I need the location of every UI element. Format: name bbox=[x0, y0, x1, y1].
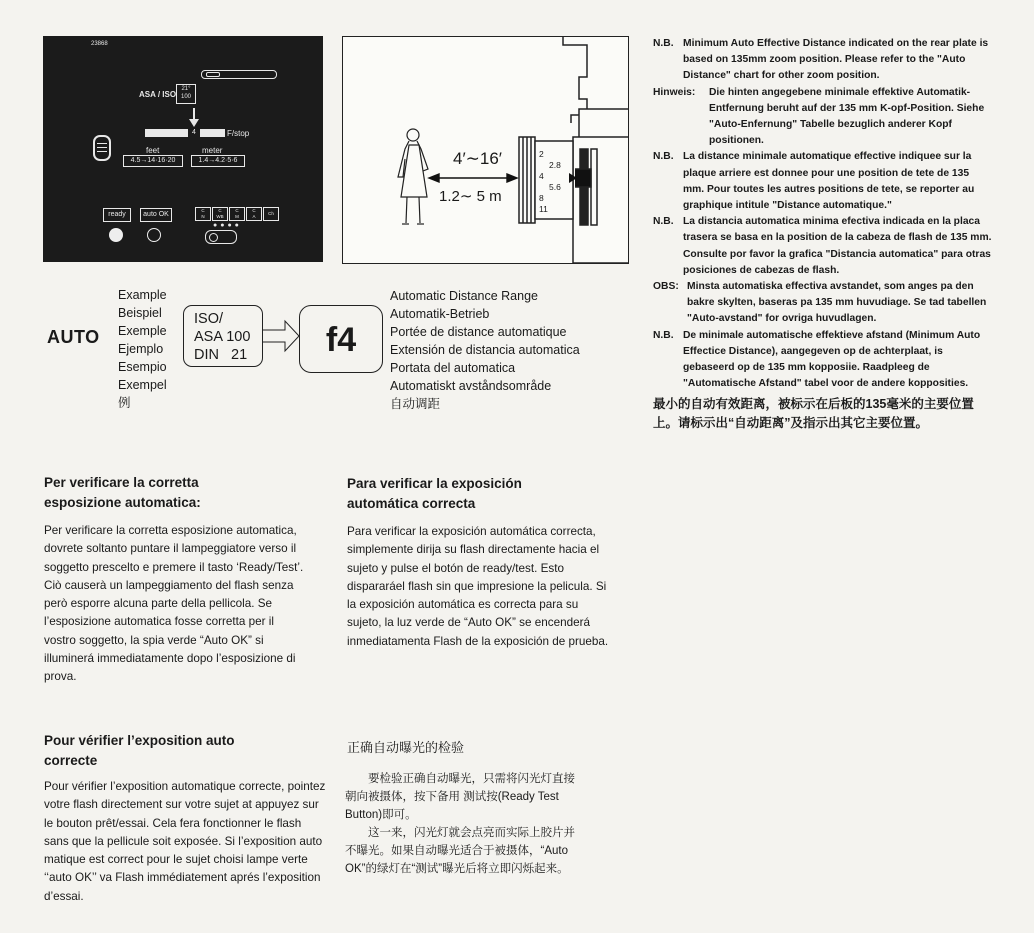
note-german: Hinweis: Die hinten angegebene minimale effektive Automatik-Entfernung beruht auf der 135 mm K-opf-Position. Siehe "Auto-Enfernung" Tabelle bezuglich anderer Kopf positionen. bbox=[653, 86, 985, 147]
aperture-bar: 4 bbox=[145, 129, 225, 137]
meter-label: meter bbox=[202, 146, 223, 155]
chinese-section bbox=[345, 770, 577, 878]
fnumber-box: f4 bbox=[299, 305, 383, 373]
flash-unit bbox=[519, 37, 628, 263]
note-swedish: OBS: Minsta automatiska effectiva avstandet, som anges pa den bakre skylten, baseras pa 135 mm huvudiage. Se tad tabellen "Auto-avstand" for ovriga huvudlagen. bbox=[653, 281, 987, 325]
note-english: N.B. Minimum Auto Effective Distance indicated on the rear plate is based on 135mm zoom position. Please refer to the "Auto Distance" chart for other zoom position. bbox=[653, 38, 989, 82]
top-slider bbox=[201, 70, 277, 79]
flash-back-panel-photo: 23868 ASA / ISO 21° 100 4 F/stop feet meter 4.5→14·16·20 1.4→4.2·5·6 ready auto OK C N C WB C M C A Ch ●●●● bbox=[43, 36, 323, 262]
mode-selector: C N C WB C M C A Ch bbox=[195, 207, 279, 221]
feet-scale: 4.5→14·16·20 bbox=[123, 155, 183, 167]
auto-distance-diagram bbox=[342, 36, 629, 264]
notes-section bbox=[653, 36, 993, 433]
fstop-label: F/stop bbox=[227, 129, 250, 138]
auto-ok-label: auto OK bbox=[140, 208, 172, 222]
range-languages: Automatic Distance Range Automatik-Betrieb Portée de distance automatique Extensión de distancia automatica Portata del automatica Automatiskt avståndsområde 自动调距 bbox=[390, 289, 580, 411]
note-french: N.B. La distance minimale automatique effective indiquee sur la plaque arriere est donnee pour une position de tete de 135 mm. Pour toutes les autres positions de tete, se reporter au graphique intitule "Distance automatique." bbox=[653, 151, 975, 212]
ready-lamp bbox=[109, 228, 123, 242]
spanish-body: Para verificar la exposición automática correcta, simplemente dirija su flash directamente hacia el sujeto y pulse el botón de ready/test. Esto dispararáel flash sin que impresione la pelicula. Si la exposición automática es correcta para su sujeto, la luz verde de “Auto OK” se encenderá inmediatamenta Flash de la exposición de prueba. bbox=[347, 525, 609, 648]
chinese-p2: 这一来，闪光灯就会点亮而实际上胶片并不曝光。如果自动曝光适合于被摄体，“Auto OK”的绿灯在“测试”曝光后将立即闪烁起来。 bbox=[345, 827, 575, 875]
feet-range: 4′∼16′ bbox=[453, 149, 502, 168]
iso-box: ISO/ ASA 100 DIN 21 bbox=[183, 305, 263, 367]
auto-label: AUTO bbox=[47, 327, 100, 347]
italian-title: Per verificare la corretta esposizione automatica: bbox=[44, 475, 201, 510]
note-spanish: N.B. La distancia automatica minima efectiva indicada en la placa trasera se basa en la position de la cabeza de flash de 135 mm. Consulte por favor la grafica "Distancia automatica" para otras posiciones de cabezas de flash. bbox=[653, 216, 992, 276]
italian-body: Per verificare la corretta esposizione automatica, dovrete soltanto puntare il lampeggiatore verso il soggetto prescelto e premere il tasto ‘Ready/Test’. Ciò causerà un lampeggiamento del flash senza però esporre alcuna parte della pellicola. Se l’esposizione automatica fosse corretta per il vostro soggetto, la spia verde “Auto OK” si illuminerá immediatamente dopo l’esposizione di prova. bbox=[44, 524, 304, 684]
spanish-title: Para verificar la exposición automática correcta bbox=[347, 476, 522, 511]
french-body: Pour vérifier l’exposition automatique correcte, pointez votre flash directement sur votre sujet at appuyez sur le bouton prêt/essai. Cela fera fonctionner le flash sans que la pellicule soit exposée. Si l’exposition auto matique est correct pour le sujet choisi lampe verte ‘‘auto OK’’ va Flash immédiatement aprés l’exposition d’essai. bbox=[44, 780, 326, 903]
scale-left: 2 2.8 4 5.6 8 11 bbox=[539, 149, 561, 214]
french-section bbox=[44, 731, 334, 906]
chinese-p1: 要检验正确自动曝光，只需将闪光灯直接朝向被摄体，按下备用 测试按(Ready Test Button)即可。 bbox=[345, 773, 575, 821]
ready-label: ready bbox=[103, 208, 131, 222]
french-title: Pour vérifier l’exposition auto correcte bbox=[44, 733, 235, 768]
chinese-title: 正确自动曝光的检验 bbox=[347, 740, 465, 755]
asa-label: ASA / ISO bbox=[139, 90, 177, 99]
meter-range: 1.2∼ 5 m bbox=[439, 188, 502, 205]
arrow-right-icon bbox=[263, 318, 301, 354]
serial-number: 23868 bbox=[91, 41, 108, 47]
rotary-dial bbox=[93, 135, 111, 161]
note-chinese: 最小的自动有效距离，被标示在后板的135毫米的主要位置上。请标示出“自动距离”及指示出其它主要位置。 bbox=[653, 397, 974, 431]
note-dutch: N.B. De minimale automatische effektieve afstand (Minimum Auto Effectice Distance), aangegeven op de achterplaat, is gebaseerd op de 135 mm kopposiie. Raadpleeg de "Automatische Afstand" tabel voor de andere kopposities. bbox=[653, 329, 981, 390]
meter-scale: 1.4→4.2·5·6 bbox=[191, 155, 245, 167]
example-languages: Example Beispiel Exemple Ejemplo Esempio Exempel 例 bbox=[118, 288, 167, 410]
feet-label: feet bbox=[146, 146, 160, 155]
spanish-section bbox=[347, 474, 617, 651]
person-figure bbox=[398, 129, 428, 224]
mode-switch bbox=[205, 230, 237, 244]
down-arrow-icon bbox=[189, 108, 199, 128]
asa-window: 21° 100 bbox=[176, 84, 196, 104]
italian-section bbox=[44, 473, 334, 687]
range-arrow bbox=[429, 174, 517, 182]
auto-ok-lamp bbox=[147, 228, 161, 242]
